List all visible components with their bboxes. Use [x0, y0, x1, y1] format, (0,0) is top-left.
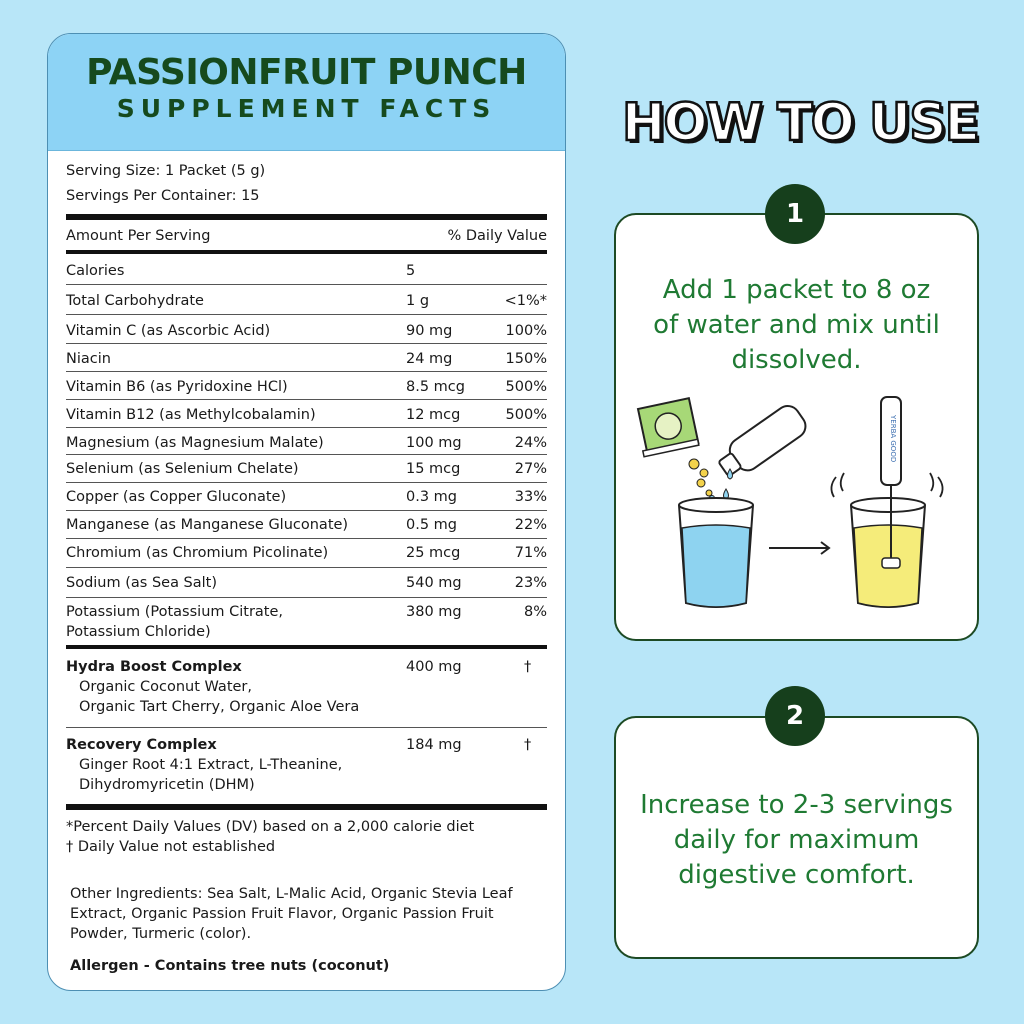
svg-text:YERBA GOOD: YERBA GOOD [889, 415, 897, 463]
nutrient-name: Sodium (as Sea Salt) [66, 575, 218, 591]
nutrient-dv: 8% [523, 604, 547, 620]
supplement-facts-panel [47, 33, 566, 991]
step-2-line1: Increase to 2-3 servings [640, 790, 953, 820]
complex-ingredients-line1: Ginger Root 4:1 Extract, L-Theanine, [79, 757, 343, 773]
nutrient-name: Calories [66, 263, 125, 279]
facts-header [48, 34, 565, 151]
nutrient-dv: <1%* [504, 293, 547, 309]
row-divider [66, 538, 547, 539]
servings-per-container: Servings Per Container: 15 [66, 188, 260, 204]
footnote-dagger: † Daily Value not established [66, 839, 276, 855]
row-divider [66, 482, 547, 483]
row-divider [66, 597, 547, 598]
powder-icon [689, 459, 712, 496]
complex-title: Hydra Boost Complex [66, 659, 242, 675]
nutrient-amount: 25 mcg [406, 545, 461, 561]
water-glass-icon [679, 498, 753, 607]
facts-subtitle: SUPPLEMENT FACTS [116, 94, 497, 123]
step-1-text [616, 273, 977, 378]
dv-header: % Daily Value [447, 228, 547, 244]
mixing-illustration [616, 385, 977, 635]
complex-ingredients-line1: Organic Coconut Water, [79, 679, 252, 695]
row-divider [66, 427, 547, 428]
nutrient-amount: 540 mg [406, 575, 462, 591]
divider-thick [66, 214, 547, 220]
other-ingredients-line1: Other Ingredients: Sea Salt, L-Malic Acid, Organic Stevia Leaf [70, 886, 513, 902]
nutrient-name-line2: Potassium Chloride) [66, 624, 211, 640]
nutrient-name: Niacin [66, 351, 111, 367]
water-bottle-icon [714, 401, 811, 483]
complex-name [66, 735, 342, 795]
row-divider [66, 284, 547, 285]
nutrient-amount: 0.3 mg [406, 489, 457, 505]
nutrient-name: Vitamin B6 (as Pyridoxine HCl) [66, 379, 288, 395]
row-divider [66, 727, 547, 728]
nutrient-name: Total Carbohydrate [66, 293, 204, 309]
nutrient-dv: 27% [514, 461, 547, 477]
row-divider [66, 454, 547, 455]
nutrient-name: Copper (as Copper Gluconate) [66, 489, 287, 505]
nutrient-name: Vitamin C (as Ascorbic Acid) [66, 323, 271, 339]
how-to-use-title: HOW TO USE [621, 93, 979, 153]
nutrient-amount: 1 g [406, 293, 430, 309]
nutrient-amount: 12 mcg [406, 407, 461, 423]
nutrient-amount: 24 mg [406, 351, 453, 367]
step-2-text [616, 788, 977, 893]
nutrient-amount: 90 mg [406, 323, 453, 339]
packet-icon [634, 398, 699, 457]
nutrient-amount: 380 mg [406, 604, 462, 620]
complex-dv: † [524, 737, 532, 753]
nutrient-amount: 0.5 mg [406, 517, 457, 533]
nutrient-dv: 33% [514, 489, 547, 505]
water-drops-icon [710, 469, 733, 501]
nutrient-name: Vitamin B12 (as Methylcobalamin) [66, 407, 316, 423]
step-1-badge: 1 [765, 184, 825, 244]
complex-title: Recovery Complex [66, 737, 217, 753]
complex-ingredients-line2: Organic Tart Cherry, Organic Aloe Vera [79, 699, 360, 715]
nutrient-amount: 100 mg [406, 435, 462, 451]
row-divider [66, 567, 547, 568]
complex-name [66, 657, 359, 717]
nutrient-name: Chromium (as Chromium Picolinate) [66, 545, 329, 561]
row-divider [66, 510, 547, 511]
nutrient-dv: 150% [505, 351, 547, 367]
nutrient-dv: 23% [514, 575, 547, 591]
serving-size: Serving Size: 1 Packet (5 g) [66, 163, 266, 179]
step-2-card [614, 716, 979, 959]
complex-dv: † [524, 659, 532, 675]
arrow-right-icon [769, 542, 829, 554]
row-divider [66, 371, 547, 372]
nutrient-name-line1: Potassium (Potassium Citrate, [66, 604, 284, 620]
complex-amount: 400 mg [406, 659, 462, 675]
product-title: PASSIONFRUIT PUNCH [86, 52, 527, 93]
row-divider [66, 314, 547, 315]
nutrient-name [66, 602, 283, 642]
nutrient-name: Selenium (as Selenium Chelate) [66, 461, 299, 477]
row-divider [66, 343, 547, 344]
step-1-line2: of water and mix until [653, 310, 940, 340]
nutrient-dv: 71% [514, 545, 547, 561]
other-ingredients-line3: Powder, Turmeric (color). [70, 926, 252, 942]
nutrient-amount: 15 mcg [406, 461, 461, 477]
mixed-drink-glass-icon [851, 498, 925, 607]
step-1-line1: Add 1 packet to 8 oz [662, 275, 931, 305]
step-2-badge: 2 [765, 686, 825, 746]
amount-header: Amount Per Serving [66, 228, 211, 244]
footnote-dv: *Percent Daily Values (DV) based on a 2,000 calorie diet [66, 819, 475, 835]
nutrient-name: Manganese (as Manganese Gluconate) [66, 517, 349, 533]
divider-medium [66, 645, 547, 649]
step-2-line2: daily for maximum [673, 825, 920, 855]
other-ingredients-line2: Extract, Organic Passion Fruit Flavor, Organic Passion Fruit [70, 906, 494, 922]
nutrient-name: Magnesium (as Magnesium Malate) [66, 435, 324, 451]
complex-amount: 184 mg [406, 737, 462, 753]
step-1-card [614, 213, 979, 641]
nutrient-amount: 5 [406, 263, 416, 279]
nutrient-dv: 24% [514, 435, 547, 451]
nutrient-dv: 100% [505, 323, 547, 339]
nutrient-amount: 8.5 mcg [406, 379, 465, 395]
other-ingredients [70, 884, 547, 944]
nutrient-dv: 500% [505, 407, 547, 423]
divider-thick [66, 804, 547, 810]
step-1-line3: dissolved. [731, 345, 862, 375]
row-divider [66, 399, 547, 400]
complex-ingredients-line2: Dihydromyricetin (DHM) [79, 777, 255, 793]
nutrient-dv: 22% [514, 517, 547, 533]
nutrient-dv: 500% [505, 379, 547, 395]
divider-medium [66, 250, 547, 254]
allergen-statement: Allergen - Contains tree nuts (coconut) [70, 958, 390, 974]
step-2-line3: digestive comfort. [678, 860, 915, 890]
